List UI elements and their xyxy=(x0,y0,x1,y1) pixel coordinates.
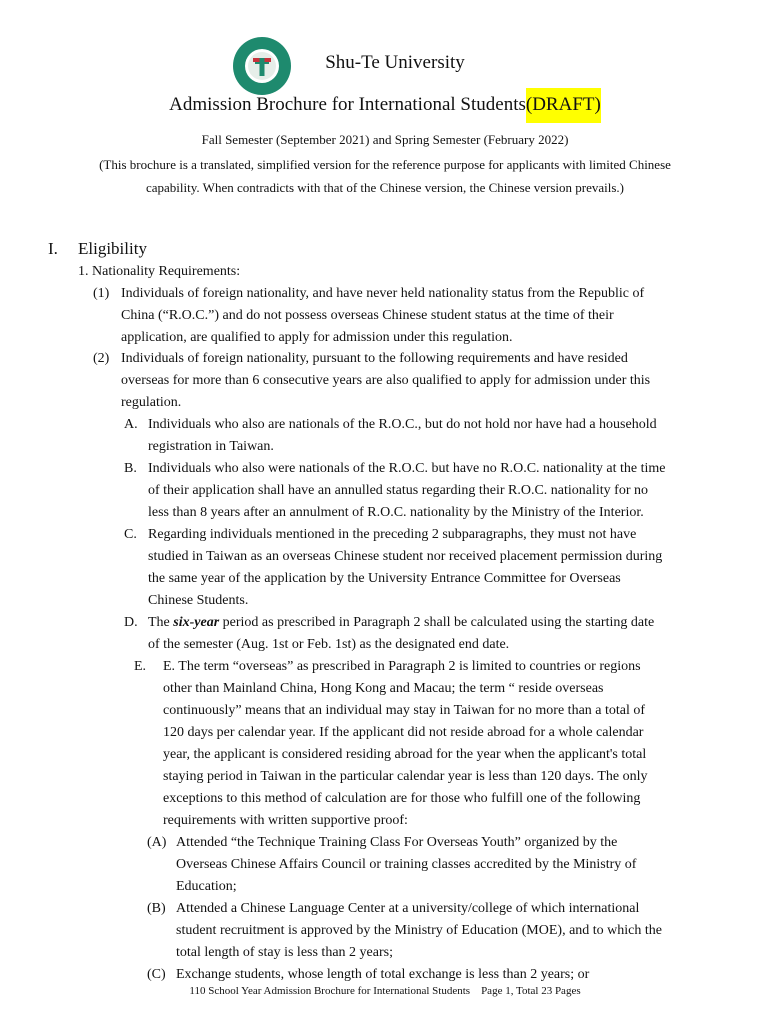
page-title xyxy=(0,94,770,116)
paragraph-line: requirements with written supportive proof: xyxy=(163,813,408,828)
draft-badge: (DRAFT) xyxy=(526,88,601,123)
paragraph-line: student recruitment is approved by the Ministry of Education (MOE), and to which the xyxy=(176,923,663,938)
paragraph-line: the same year of the application by the University Entrance Committee for Overseas xyxy=(148,571,621,586)
paragraph-line: exceptions to this method of calculation are for those who fulfill one of the following xyxy=(163,791,641,806)
text-run: period as prescribed in Paragraph 2 shall be calculated using the starting date xyxy=(219,615,655,630)
item-marker: A. xyxy=(124,417,138,432)
item-marker: B. xyxy=(124,461,137,476)
section-title: Eligibility xyxy=(78,239,147,258)
paragraph-line: less than 8 years after an annulment of R.O.C. nationality by the Ministry of the Interior. xyxy=(148,505,644,520)
subsection-heading: 1. Nationality Requirements: xyxy=(78,264,241,279)
paragraph-line: Individuals who also were nationals of the R.O.C. but have no R.O.C. nationality at the time xyxy=(148,461,666,476)
paragraph-line: of their application shall have an annulled status regarding their R.O.C. nationality for no xyxy=(148,483,648,498)
paragraph-line: Individuals of foreign nationality, and have never held nationality status from the Republic of xyxy=(121,286,645,301)
paragraph-line: regulation. xyxy=(121,395,182,410)
paragraph-line xyxy=(148,612,654,634)
semester-line: Fall Semester (September 2021) and Spring Semester (February 2022) xyxy=(201,132,569,147)
item-marker: D. xyxy=(124,615,138,630)
note-line: capability. When contradicts with that of the Chinese version, the Chinese version prevails.) xyxy=(146,180,624,195)
paragraph-line: 120 days per calendar year. If the applicant did not reside abroad for a whole calendar xyxy=(163,725,644,740)
item-marker: (2) xyxy=(93,351,110,366)
section-number: I. xyxy=(48,239,58,258)
paragraph-line: Regarding individuals mentioned in the preceding 2 subparagraphs, they must not have xyxy=(148,527,637,542)
paragraph-line: continuously” means that an individual may stay in Taiwan for no more than a total of xyxy=(163,703,646,718)
item-marker: E. xyxy=(134,659,147,674)
title-main: Admission Brochure for International Students xyxy=(169,94,526,115)
paragraph-line: of the semester (Aug. 1st or Feb. 1st) as the designated end date. xyxy=(148,637,510,652)
paragraph-line: total length of stay is less than 2 years; xyxy=(176,945,393,960)
paragraph-line: application, are qualified to apply for admission under this regulation. xyxy=(121,330,513,345)
paragraph-line: Overseas Chinese Affairs Council or training classes accredited by the Ministry of xyxy=(176,857,637,872)
paragraph-line: year, the applicant is considered residing abroad for the year when the applicant's total xyxy=(163,747,647,762)
footer-title: 110 School Year Admission Brochure for International Students xyxy=(189,985,471,997)
paragraph-line: other than Mainland China, Hong Kong and Macau; the term “ reside overseas xyxy=(163,681,604,696)
paragraph-line: overseas for more than 6 consecutive years are also qualified to apply for admission under this xyxy=(121,373,651,388)
emphasis-text: six-year xyxy=(173,615,220,630)
paragraph-line: Individuals of foreign nationality, pursuant to the following requirements and have resided xyxy=(121,351,628,366)
text-run: The xyxy=(148,615,174,630)
paragraph-line: staying period in Taiwan in the particular calendar year is less than 120 days. The only xyxy=(163,769,648,784)
paragraph-line: Exchange students, whose length of total exchange is less than 2 years; or xyxy=(176,967,590,982)
paragraph-line: China (“R.O.C.”) and do not possess overseas Chinese student status at the time of their xyxy=(121,308,614,323)
item-marker: (1) xyxy=(93,286,110,301)
paragraph-line: Chinese Students. xyxy=(148,593,249,608)
item-marker: (B) xyxy=(147,901,166,916)
page-number: Page 1, Total 23 Pages xyxy=(481,985,581,997)
item-marker: C. xyxy=(124,527,137,542)
paragraph-line: Individuals who also are nationals of the R.O.C., but do not hold nor have had a household xyxy=(148,417,657,432)
item-marker: (C) xyxy=(147,967,166,982)
paragraph-line: Education; xyxy=(176,879,237,894)
translation-note xyxy=(60,153,710,199)
paragraph-line: Attended “the Technique Training Class For Overseas Youth” organized by the xyxy=(176,835,618,850)
item-marker: (A) xyxy=(147,835,167,850)
paragraph-line: studied in Taiwan as an overseas Chinese student nor received placement permission during xyxy=(148,549,663,564)
page-footer xyxy=(0,985,770,997)
paragraph-line: registration in Taiwan. xyxy=(148,439,274,454)
university-name: Shu-Te University xyxy=(325,52,465,73)
paragraph-line: E. The term “overseas” as prescribed in Paragraph 2 is limited to countries or regions xyxy=(163,659,641,674)
note-line: (This brochure is a translated, simplified version for the reference purpose for applicants with limited Chinese xyxy=(99,157,671,172)
paragraph-line: Attended a Chinese Language Center at a university/college of which international xyxy=(176,901,640,916)
